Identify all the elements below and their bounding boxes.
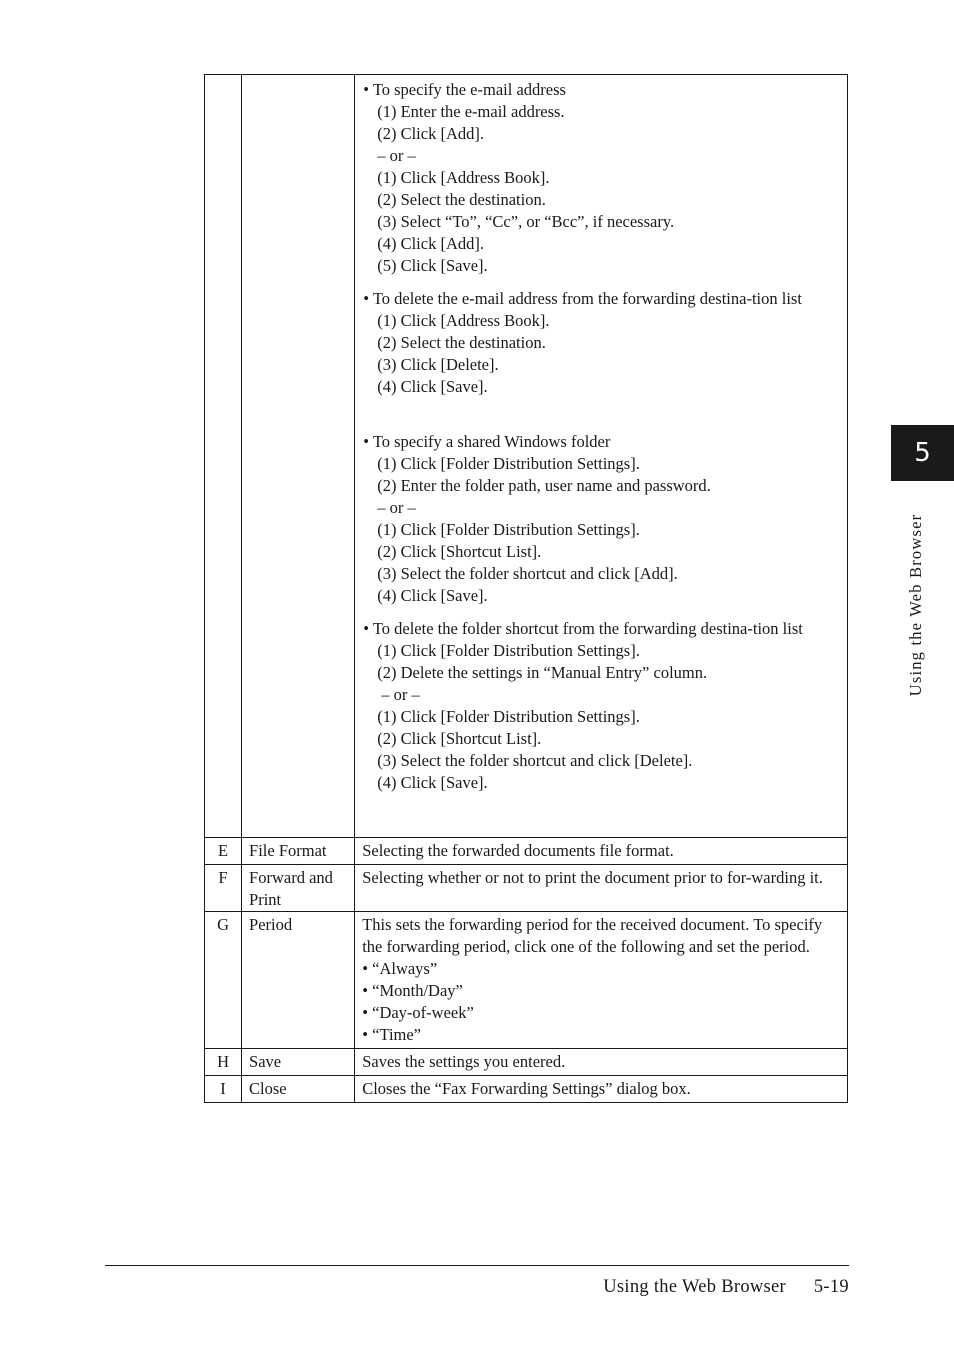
period-option: • “Day-of-week” [362,1003,474,1022]
step-line: (1) Click [Address Book]. [377,311,550,330]
step-line: (2) Click [Shortcut List]. [377,542,542,561]
row-key: E [205,838,242,865]
chapter-tab [891,425,954,481]
table-row [205,912,848,1049]
step-line: (2) Click [Shortcut List]. [377,729,542,748]
footer-title: Using the Web Browser [603,1277,786,1297]
footer-rule [105,1265,849,1266]
table-row-continued [205,75,848,838]
step-line: (2) Delete the settings in “Manual Entry” column. [377,663,708,682]
row-description: Closes the “Fax Forwarding Settings” dialog box. [355,1076,848,1103]
block-heading: • To specify the e-mail address [363,80,566,99]
row-name: File Format [242,838,355,865]
or-separator: – or – [377,146,416,165]
description-cell [355,75,848,838]
step-line: (1) Enter the e-mail address. [377,102,565,121]
block-heading: • To delete the e-mail address from the forwarding destina-tion list [363,289,802,308]
table-row [205,865,848,912]
row-name: Forward and Print [242,865,355,912]
row-key: I [205,1076,242,1103]
table-row [205,838,848,865]
key-cell-empty [205,75,242,838]
name-cell-empty [242,75,355,838]
step-line: (2) Select the destination. [377,333,546,352]
step-line: (4) Click [Save]. [377,773,488,792]
or-separator: – or – [377,498,416,517]
period-option: • “Time” [362,1025,422,1044]
row-description [355,912,848,1049]
row-key: G [205,912,242,1049]
table-row [205,1049,848,1076]
step-line: (3) Select the folder shortcut and click [Delete]. [377,751,693,770]
step-line: (3) Select the folder shortcut and click [Add]. [377,564,678,583]
step-line: (2) Select the destination. [377,190,546,209]
chapter-number: 5 [914,438,931,468]
step-line: (4) Click [Save]. [377,586,488,605]
instruction-block [363,288,841,398]
row-description: Selecting the forwarded documents file format. [355,838,848,865]
table-row [205,1076,848,1103]
step-line: (3) Select “To”, “Cc”, or “Bcc”, if necessary. [377,212,675,231]
step-line: (1) Click [Folder Distribution Settings]. [377,707,640,726]
step-line: (5) Click [Save]. [377,256,488,275]
or-separator: – or – [381,685,420,704]
row-name: Close [242,1076,355,1103]
step-line: (3) Click [Delete]. [377,355,499,374]
period-option: • “Always” [362,959,438,978]
instruction-block [363,431,841,607]
step-line: (4) Click [Save]. [377,377,488,396]
step-line: (1) Click [Folder Distribution Settings]. [377,520,640,539]
row-name: Save [242,1049,355,1076]
block-heading: • To delete the folder shortcut from the forwarding destina-tion list [363,619,803,638]
step-line: (1) Click [Address Book]. [377,168,550,187]
step-line: (1) Click [Folder Distribution Settings]. [377,454,640,473]
step-line: (4) Click [Add]. [377,234,484,253]
row-description: Selecting whether or not to print the document prior to for-warding it. [355,865,848,912]
settings-table [204,74,848,1103]
row-description: Saves the settings you entered. [355,1049,848,1076]
row-key: F [205,865,242,912]
chapter-side-label-text: Using the Web Browser [906,513,925,697]
step-line: (2) Click [Add]. [377,124,484,143]
row-key: H [205,1049,242,1076]
instruction-block [363,618,841,794]
row-name: Period [242,912,355,1049]
description-text: This sets the forwarding period for the received document. To specify the forwarding period, click one of the following and set the period. [362,915,823,956]
step-line: (2) Enter the folder path, user name and password. [377,476,711,495]
step-line: (1) Click [Folder Distribution Settings]. [377,641,640,660]
block-heading: • To specify a shared Windows folder [363,432,611,451]
period-option: • “Month/Day” [362,981,463,1000]
page-number: 5-19 [813,1277,849,1297]
instruction-block [363,79,841,277]
